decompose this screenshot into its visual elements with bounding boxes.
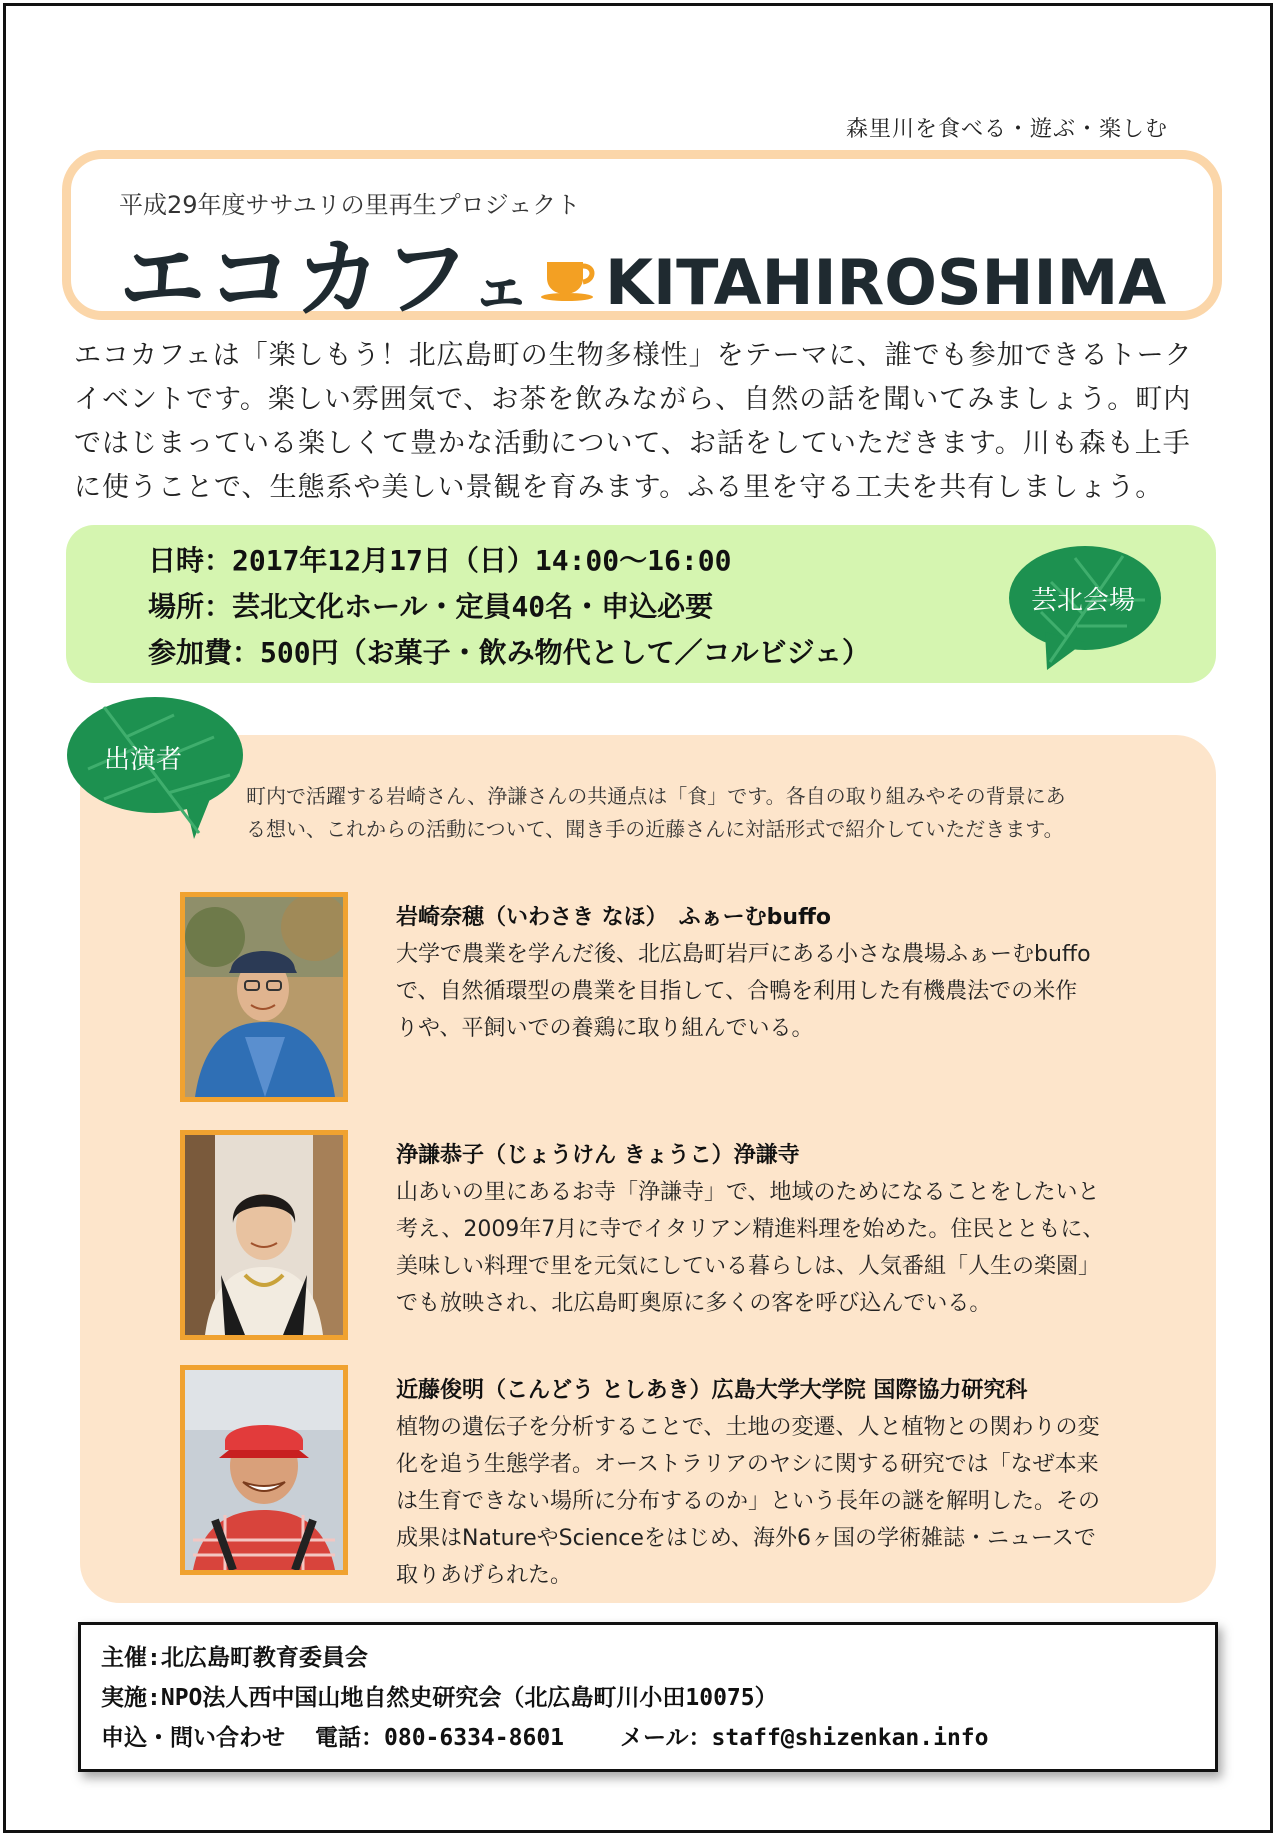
footer-organizer: 主催:北広島町教育委員会: [101, 1645, 368, 1671]
performers-intro: [246, 780, 1176, 846]
title-small-e: ェ: [471, 253, 533, 323]
performer-name: 近藤俊明（こんどう としあき）広島大学大学院 国際協力研究科: [396, 1378, 1028, 1403]
performer-photo: [180, 1130, 348, 1340]
intro-line: エコカフェは「楽しもう！北広島町の生物多様性」をテーマに、誰でも参加できるトーク: [74, 340, 1193, 371]
performer-desc-line: 大学で農業を学んだ後、北広島町岩戸にある小さな農場ふぁーむbuffo: [396, 942, 1091, 967]
event-datetime: 日時：2017年12月17日（日）14:00～16:00: [148, 544, 732, 577]
performers-intro-line: 町内で活躍する岩崎さん、浄謙さんの共通点は「食」です。各自の取り組みやその背景にあ: [246, 784, 1066, 808]
performer-desc: [396, 1409, 1186, 1594]
footer-contact: [101, 1719, 989, 1752]
title-main-text: エコカフ: [119, 229, 471, 329]
performer-desc-line: 成果はNatureやScienceをはじめ、海外6ヶ国の学術雑誌・ニュースで: [396, 1526, 1096, 1551]
performer-desc-line: りや、平飼いでの養鶏に取り組んでいる。: [396, 1016, 814, 1041]
venue-badge-label: 芸北会場: [1031, 586, 1136, 616]
performer-desc-line: 美味しい料理で里を元気にしている暮らしは、人気番組「人生の楽園」: [396, 1254, 1101, 1279]
intro-line: に使うことで、生態系や美しい景観を育みます。ふる里を守る工夫を共有しましょう。: [74, 472, 1164, 503]
coffee-cup-icon: [539, 223, 601, 323]
footer-implementer: 実施:NPO法人西中国山地自然史研究会（北広島町川小田10075）: [101, 1685, 778, 1711]
performer-desc-line: 山あいの里にあるお寺「浄謙寺」で、地域のためになることをしたいと: [396, 1180, 1100, 1205]
footer-email-link[interactable]: メール：staff@shizenkan.info: [620, 1725, 989, 1751]
performer-joken: [180, 1130, 1200, 1360]
performers-intro-line: る想い、これからの活動について、聞き手の近藤さんに対話形式で紹介していただきます。: [246, 817, 1064, 841]
performer-photo: [180, 892, 348, 1102]
performer-desc-line: は生育できない場所に分布するのか」という長年の謎を解明した。その: [396, 1489, 1101, 1514]
performer-desc-line: 取りあげられた。: [396, 1563, 573, 1588]
page-title: [119, 209, 1166, 333]
performer-iwasaki: [180, 892, 1200, 1122]
performer-desc: [396, 1174, 1186, 1322]
performer-desc-line: 植物の遺伝子を分析することで、土地の変遷、人と植物との関わりの変: [396, 1415, 1100, 1440]
project-subtitle: 平成29年度ササユリの里再生プロジェクト: [119, 191, 581, 219]
title-box: [62, 150, 1222, 329]
performer-desc-line: 化を追う生態学者。オーストラリアのヤシに関する研究では「なぜ本来: [396, 1452, 1099, 1477]
performer-kondo: [180, 1365, 1200, 1605]
tagline: 森里川を食べる・遊ぶ・楽しむ: [845, 117, 1168, 142]
venue-badge: [1005, 542, 1165, 672]
event-fee: 参加費：500円（お菓子・飲み物代として／コルビジェ）: [148, 636, 871, 669]
performer-name: 浄謙恭子（じょうけん きょうこ）浄謙寺: [396, 1143, 800, 1168]
performer-desc-line: で、自然循環型の農業を目指して、合鴨を利用した有機農法での米作: [396, 979, 1078, 1004]
intro-line: イベントです。楽しい雰囲気で、お茶を飲みながら、自然の話を聞いてみましょう。町内: [74, 384, 1192, 415]
performer-desc-line: 考え、2009年7月に寺でイタリアン精進料理を始めた。住民とともに、: [396, 1217, 1105, 1242]
event-place: 場所：芸北文化ホール・定員40名・申込必要: [148, 590, 714, 623]
performers-badge: [64, 693, 246, 841]
performers-badge-label: 出演者: [104, 745, 183, 775]
title-latin-text: KITAHIROSHIMA: [605, 246, 1167, 319]
performer-photo: [180, 1365, 348, 1575]
intro-text: [74, 334, 1224, 510]
performer-desc: [396, 936, 1186, 1047]
performer-name: 岩崎奈穂（いわさき なほ） ふぁーむbuffo: [396, 905, 832, 930]
intro-line: ではじまっている楽しくて豊かな活動について、お話をしていただきます。川も森も上手: [74, 428, 1191, 459]
footer-phone: 電話：080-6334-8601: [315, 1725, 565, 1751]
performer-desc-line: でも放映され、北広島町奥原に多くの客を呼び込んでいる。: [396, 1291, 992, 1316]
footer-box: [78, 1622, 1218, 1772]
footer-contact-label: 申込・問い合わせ: [101, 1725, 285, 1751]
